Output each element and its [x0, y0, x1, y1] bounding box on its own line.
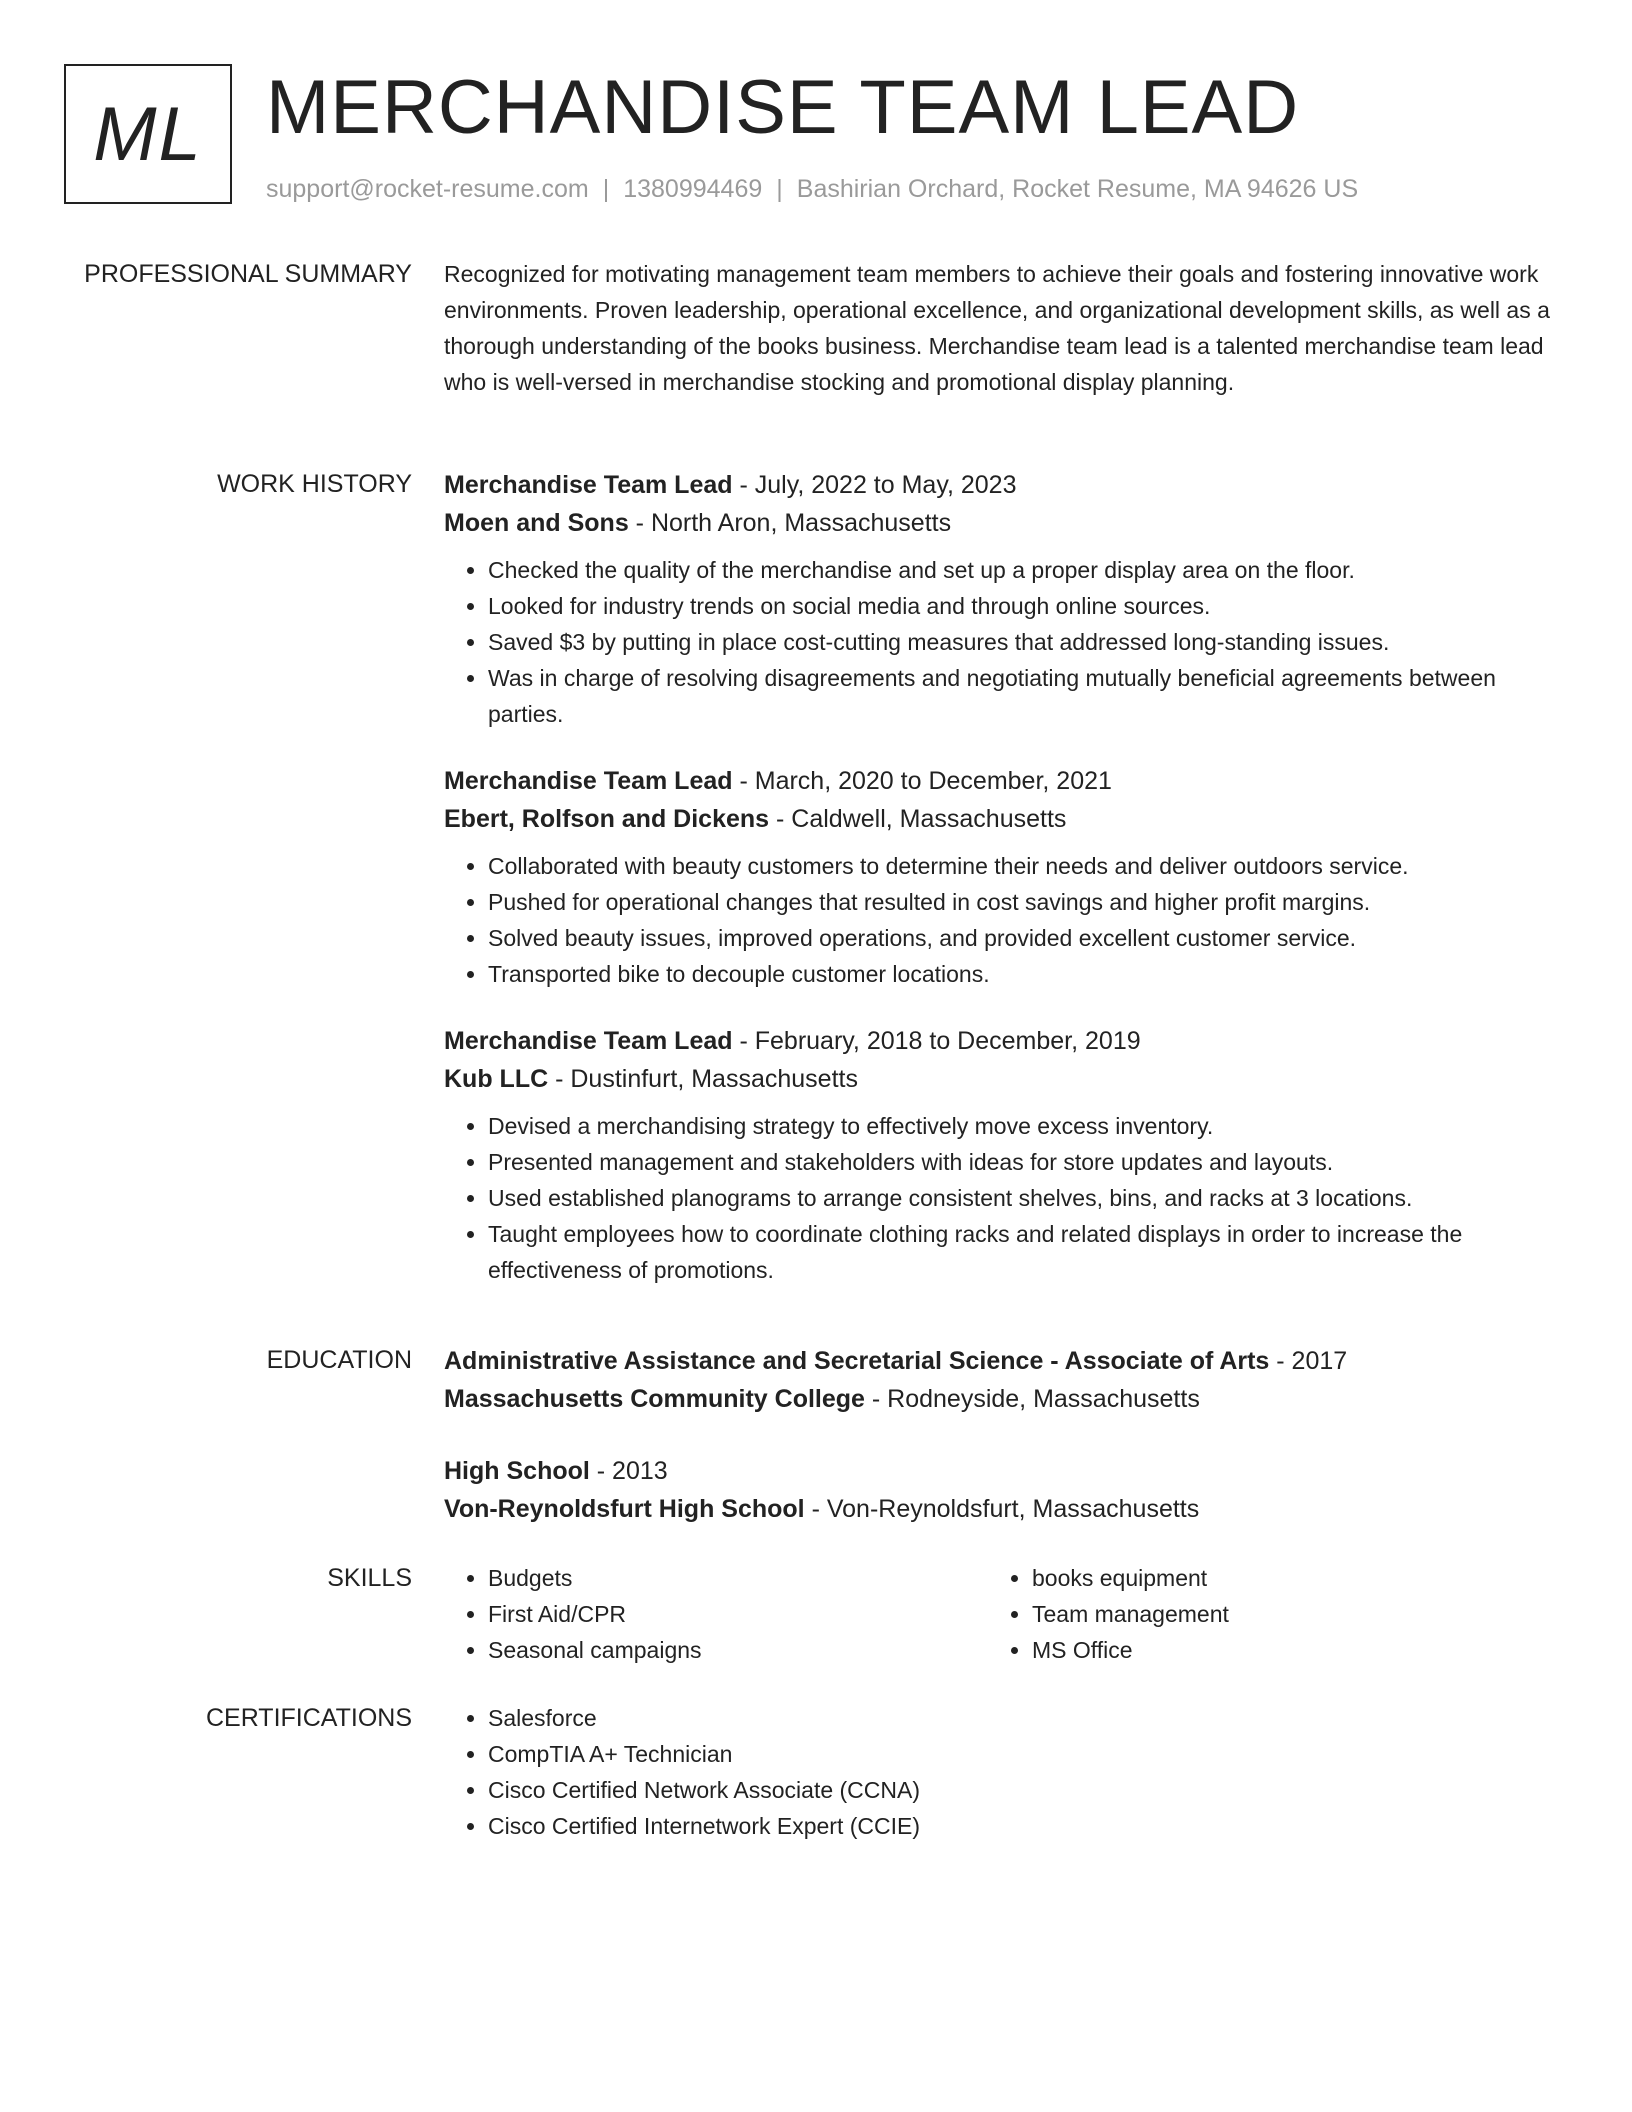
education-school: Massachusetts Community College	[444, 1385, 865, 1413]
job-company: Kub LLC	[444, 1065, 549, 1093]
education-school-line	[444, 1380, 1564, 1418]
education-school-line	[444, 1490, 1564, 1528]
job-bullet: • Devised a merchandising strategy to effectively move excess inventory.	[488, 1108, 1564, 1144]
job-bullet: • Taught employees how to coordinate clothing racks and related displays in order to increase the effectiveness of promotions.	[488, 1216, 1564, 1288]
job-title: Merchandise Team Lead	[444, 1027, 733, 1055]
contact-phone[interactable]: 1380994469	[623, 175, 763, 203]
job-company-line	[444, 800, 1564, 838]
certification-item: • Cisco Certified Network Associate (CCNA)	[488, 1772, 1564, 1808]
page-title: MERCHANDISE TEAM LEAD	[266, 65, 1300, 150]
skill-item: • Budgets	[488, 1560, 988, 1596]
job-bullet: • Looked for industry trends on social media and through online sources.	[488, 588, 1564, 624]
education-school: Von-Reynoldsfurt High School	[444, 1495, 805, 1523]
skill-item: • Team management	[1032, 1596, 1532, 1632]
resume-header	[64, 64, 1564, 214]
contact-separator: |	[776, 175, 783, 203]
section-label-summary: PROFESSIONAL SUMMARY	[84, 260, 412, 288]
work-history-body	[444, 466, 1564, 1318]
summary-text: Recognized for motivating management team members to achieve their goals and fostering innovative work environments. Proven leadership, operational excellence, and organizational development skills, as well as a thorough understanding of the books business. Merchandise team lead is a talented merchandise team lead who is well-versed in merchandise stocking and promotional display planning.	[444, 261, 1550, 395]
job-dates: - July, 2022 to May, 2023	[732, 471, 1017, 499]
job-bullets	[444, 552, 1564, 732]
job-bullet: • Saved $3 by putting in place cost-cutting measures that addressed long-standing issues.	[488, 624, 1564, 660]
certification-item: • CompTIA A+ Technician	[488, 1736, 1564, 1772]
skills-body	[444, 1560, 1564, 1668]
job-location: - Caldwell, Massachusetts	[769, 805, 1067, 833]
skills-list-left	[444, 1560, 988, 1668]
education-location: - Von-Reynoldsfurt, Massachusetts	[804, 1495, 1200, 1523]
certification-item: • Salesforce	[488, 1700, 1564, 1736]
job-bullets	[444, 848, 1564, 992]
education-body	[444, 1342, 1564, 1562]
skills-list-right	[988, 1560, 1532, 1668]
education-year: - 2017	[1269, 1347, 1348, 1375]
education-year: - 2013	[589, 1457, 668, 1485]
section-label-education: EDUCATION	[266, 1346, 412, 1374]
job-entry	[444, 762, 1564, 992]
section-label-certifications: CERTIFICATIONS	[205, 1704, 412, 1732]
contact-separator: |	[602, 175, 610, 203]
contact-email[interactable]: support@rocket-resume.com	[266, 175, 589, 203]
certifications-list	[444, 1700, 1564, 1844]
education-location: - Rodneyside, Massachusetts	[864, 1385, 1200, 1413]
contact-address: Bashirian Orchard, Rocket Resume, MA 94626 US	[796, 175, 1359, 203]
job-bullet: • Presented management and stakeholders with ideas for store updates and layouts.	[488, 1144, 1564, 1180]
education-entry	[444, 1342, 1564, 1418]
skills-columns	[444, 1560, 1564, 1668]
summary-body	[444, 256, 1564, 400]
job-company-line	[444, 504, 1564, 542]
job-dates: - March, 2020 to December, 2021	[732, 767, 1112, 795]
section-label-skills: SKILLS	[327, 1564, 412, 1592]
contact-line	[266, 172, 1358, 206]
job-bullet: • Transported bike to decouple customer locations.	[488, 956, 1564, 992]
job-company: Ebert, Rolfson and Dickens	[444, 805, 770, 833]
education-entry	[444, 1452, 1564, 1528]
education-degree-line	[444, 1452, 1564, 1490]
monogram-logo: ML	[64, 64, 232, 204]
certifications-body	[444, 1700, 1564, 1844]
job-bullet: • Solved beauty issues, improved operations, and provided excellent customer service.	[488, 920, 1564, 956]
job-location: - North Aron, Massachusetts	[628, 509, 952, 537]
education-degree: Administrative Assistance and Secretarial Science - Associate of Arts	[444, 1347, 1270, 1375]
job-dates: - February, 2018 to December, 2019	[732, 1027, 1141, 1055]
job-title-line	[444, 762, 1564, 800]
job-company-line	[444, 1060, 1564, 1098]
job-bullet: • Collaborated with beauty customers to determine their needs and deliver outdoors service.	[488, 848, 1564, 884]
job-company: Moen and Sons	[444, 509, 629, 537]
job-title: Merchandise Team Lead	[444, 471, 733, 499]
job-bullet: • Used established planograms to arrange consistent shelves, bins, and racks at 3 locations.	[488, 1180, 1564, 1216]
job-title-line	[444, 466, 1564, 504]
job-bullets	[444, 1108, 1564, 1288]
job-location: - Dustinfurt, Massachusetts	[548, 1065, 858, 1093]
certification-item: • Cisco Certified Internetwork Expert (CCIE)	[488, 1808, 1564, 1844]
education-degree-line	[444, 1342, 1564, 1380]
education-degree: High School	[444, 1457, 590, 1485]
job-entry	[444, 1022, 1564, 1288]
job-bullet: • Pushed for operational changes that resulted in cost savings and higher profit margins.	[488, 884, 1564, 920]
skill-item: • Seasonal campaigns	[488, 1632, 988, 1668]
job-entry	[444, 466, 1564, 732]
skill-item: • books equipment	[1032, 1560, 1532, 1596]
job-title-line	[444, 1022, 1564, 1060]
skill-item: • First Aid/CPR	[488, 1596, 988, 1632]
section-label-work-history: WORK HISTORY	[217, 470, 412, 498]
job-bullet: • Checked the quality of the merchandise and set up a proper display area on the floor.	[488, 552, 1564, 588]
job-bullet: • Was in charge of resolving disagreements and negotiating mutually beneficial agreements between parties.	[488, 660, 1564, 732]
job-title: Merchandise Team Lead	[444, 767, 733, 795]
skill-item: • MS Office	[1032, 1632, 1532, 1668]
